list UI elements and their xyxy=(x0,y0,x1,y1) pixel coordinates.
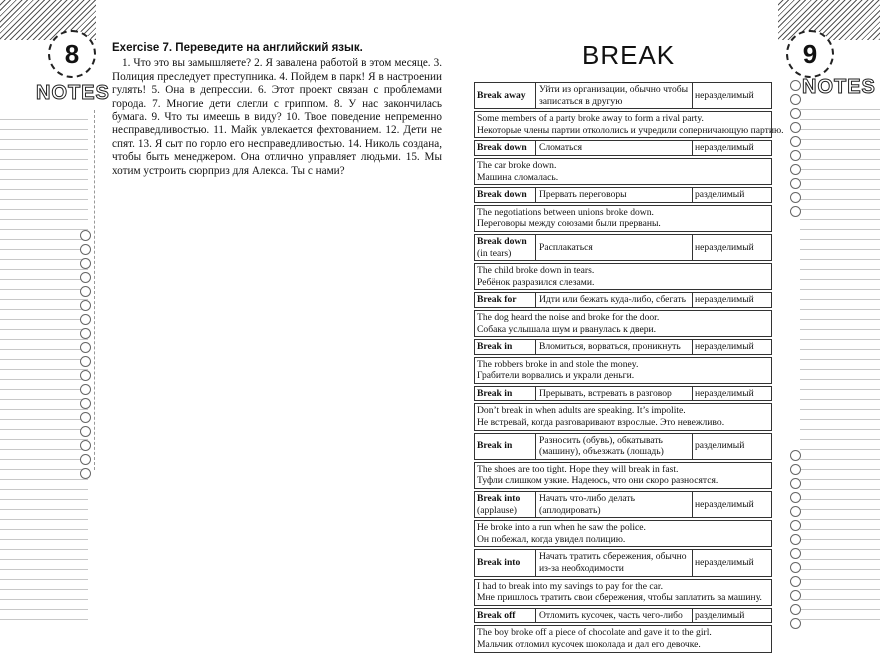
type-cell: неразделимый xyxy=(695,498,754,510)
example-english: The car broke down. xyxy=(477,159,557,171)
binder-ring-icon xyxy=(80,454,91,465)
binder-ring-icon xyxy=(80,258,91,269)
binder-ring-icon xyxy=(790,520,801,531)
meaning-cell: Идти или бежать куда-либо, сбегать xyxy=(536,293,693,307)
binder-ring-icon xyxy=(790,178,801,189)
binder-ring-icon xyxy=(790,450,801,461)
binder-ring-icon xyxy=(790,80,801,91)
exercise-body: 1. Что это вы замышляете? 2. Я завалена работой в этом месяце. 3. Полиция преследует преступника. 4. Пойдем в парк! Я в настроении гулять! 5. Она в депрессии. 6. Этот проект связан с проблемами города. 7. Многие дети слегли с гриппом. 8. У нас закончилась бумага. 9. Что ты имеешь в виду? 10. Твое поведение непременно несправедливостью. 11. Майк увлекается фехтованием. 12. Дети не спят. 13. Я сыт по горло его несправедливостью. 14. Николь создана, чтобы быть менеджером. Она отлично управляет людьми. 15. Мы хотим устроить сюрприз для Алекса. Ты с нами? xyxy=(112,57,442,177)
verb-row xyxy=(474,433,772,460)
example-russian: Он побежал, когда увидел полицию. xyxy=(477,533,626,545)
example-row xyxy=(474,263,772,290)
notes-label-right: NOTES xyxy=(802,76,876,98)
example-english: He broke into a run when he saw the police. xyxy=(477,522,646,534)
binder-ring-icon xyxy=(80,286,91,297)
binder-ring-icon xyxy=(80,468,91,479)
meaning-cell: Начать что-либо делать (аплодировать) xyxy=(536,492,693,517)
type-cell: неразделимый xyxy=(695,142,754,154)
binder-ring-icon xyxy=(790,94,801,105)
example-english: The child broke down in tears. xyxy=(477,265,595,277)
example-russian: Переговоры между союзами были прерваны. xyxy=(477,218,661,230)
notes-label-left: NOTES xyxy=(36,82,110,104)
example-russian: Машина сломалась. xyxy=(477,171,559,183)
binder-ring-icon xyxy=(80,272,91,283)
binder-ring-icon xyxy=(80,314,91,325)
page-title: BREAK xyxy=(582,40,676,70)
verb-row xyxy=(474,234,772,261)
meaning-cell: Сломаться xyxy=(536,141,693,155)
type-cell: неразделимый xyxy=(695,341,754,353)
notes-lines-right xyxy=(800,100,880,629)
meaning-cell: Начать тратить сбережения, обычно из-за необходимости xyxy=(536,550,693,575)
binder-ring-icon xyxy=(80,426,91,437)
example-row xyxy=(474,520,772,547)
binder-ring-icon xyxy=(80,384,91,395)
binder-ring-icon xyxy=(790,548,801,559)
binder-ring-icon xyxy=(80,230,91,241)
meaning-cell: Отломить кусочек, часть чего-либо xyxy=(536,609,693,623)
binder-ring-icon xyxy=(790,108,801,119)
binder-ring-icon xyxy=(790,590,801,601)
example-russian: Мальчик отломил кусочек шоколада и дал его девочке. xyxy=(477,638,701,650)
page-edge-dashes xyxy=(94,110,97,470)
example-row xyxy=(474,158,772,185)
top-hatching-right xyxy=(778,0,880,40)
verb-cell xyxy=(475,609,536,623)
type-cell: неразделимый xyxy=(695,241,754,253)
example-russian: Не встревай, когда разговаривают взрослые. Это невежливо. xyxy=(477,417,725,429)
binder-ring-icon xyxy=(790,192,801,203)
meaning-cell: Уйти из организации, обычно чтобы записаться в другую xyxy=(536,83,693,108)
verb-row xyxy=(474,386,772,402)
example-english: The dog heard the noise and broke for the door. xyxy=(477,311,660,323)
meaning-cell: Вломиться, ворваться, проникнуть xyxy=(536,340,693,354)
verb-row xyxy=(474,549,772,576)
page-number-left: 8 xyxy=(48,30,96,78)
example-russian: Грабители ворвались и украли деньги. xyxy=(477,370,635,382)
page-number-right: 9 xyxy=(786,30,834,78)
meaning-cell: Прерывать, встревать в разговор xyxy=(536,387,693,401)
binder-ring-icon xyxy=(80,342,91,353)
exercise-block xyxy=(112,42,442,178)
verb-label: Break into xyxy=(477,493,521,505)
phrasal-verb-table xyxy=(474,82,784,655)
verb-cell xyxy=(475,141,536,155)
binder-ring-icon xyxy=(790,122,801,133)
binder-ring-icon xyxy=(790,164,801,175)
example-russian: Мне пришлось тратить свои сбережения, чтобы заплатить за машину. xyxy=(477,592,762,604)
verb-sub-label: (in tears) xyxy=(477,247,512,259)
type-cell: разделимый xyxy=(695,440,745,452)
verb-row xyxy=(474,608,772,624)
binder-ring-icon xyxy=(790,506,801,517)
example-row xyxy=(474,625,772,652)
example-row xyxy=(474,579,772,606)
example-row xyxy=(474,205,772,232)
verb-cell xyxy=(475,188,536,202)
example-english: The negotiations between unions broke down. xyxy=(477,206,654,218)
example-row xyxy=(474,357,772,384)
example-row xyxy=(474,403,772,430)
verb-cell xyxy=(475,492,536,517)
binder-ring-icon xyxy=(790,478,801,489)
type-cell: неразделимый xyxy=(695,387,754,399)
notes-lines-left xyxy=(0,110,88,629)
type-cell: неразделимый xyxy=(695,557,754,569)
binder-ring-icon xyxy=(80,300,91,311)
verb-label: Break in xyxy=(477,440,513,452)
verb-row xyxy=(474,82,772,109)
example-english: The shoes are too tight. Hope they will break in fast. xyxy=(477,463,679,475)
exercise-title: Exercise 7. Переведите на английский язык. xyxy=(112,42,363,54)
type-cell: неразделимый xyxy=(695,294,754,306)
example-row xyxy=(474,310,772,337)
example-russian: Некоторые члены партии откололись и учредили соперничающую партию. xyxy=(477,124,784,136)
meaning-cell: Разносить (обувь), обкатывать (машину), объезжать (лошадь) xyxy=(536,434,693,459)
verb-label: Break off xyxy=(477,609,516,621)
binder-ring-icon xyxy=(790,464,801,475)
binder-rings-right-top xyxy=(790,80,801,217)
binder-ring-icon xyxy=(790,136,801,147)
verb-cell xyxy=(475,550,536,575)
binder-ring-icon xyxy=(790,492,801,503)
example-russian: Собака услышала шум и рванулась к двери. xyxy=(477,323,657,335)
example-english: Don’t break in when adults are speaking. It’s impolite. xyxy=(477,405,686,417)
verb-row xyxy=(474,187,772,203)
verb-cell xyxy=(475,340,536,354)
meaning-cell: Расплакаться xyxy=(536,235,693,260)
type-cell: разделимый xyxy=(695,609,745,621)
example-english: The boy broke off a piece of chocolate and gave it to the girl. xyxy=(477,627,712,639)
type-cell: разделимый xyxy=(695,189,745,201)
binder-ring-icon xyxy=(80,398,91,409)
verb-cell xyxy=(475,387,536,401)
binder-ring-icon xyxy=(790,618,801,629)
verb-cell xyxy=(475,434,536,459)
example-row xyxy=(474,462,772,489)
binder-ring-icon xyxy=(790,562,801,573)
verb-label: Break in xyxy=(477,341,513,353)
binder-ring-icon xyxy=(790,206,801,217)
verb-row xyxy=(474,292,772,308)
example-english: I had to break into my savings to pay for the car. xyxy=(477,580,663,592)
binder-rings-left xyxy=(80,230,91,479)
verb-cell xyxy=(475,293,536,307)
verb-row xyxy=(474,140,772,156)
binder-ring-icon xyxy=(790,604,801,615)
binder-ring-icon xyxy=(80,244,91,255)
example-russian: Ребёнок разразился слезами. xyxy=(477,276,595,288)
verb-label: Break down xyxy=(477,142,527,154)
verb-cell xyxy=(475,83,536,108)
example-row xyxy=(474,111,784,138)
binder-ring-icon xyxy=(80,356,91,367)
verb-label: Break down xyxy=(477,235,527,247)
binder-ring-icon xyxy=(790,150,801,161)
verb-label: Break away xyxy=(477,89,526,101)
binder-ring-icon xyxy=(790,534,801,545)
example-english: Some members of a party broke away to form a rival party. xyxy=(477,113,704,125)
verb-label: Break in xyxy=(477,387,513,399)
binder-ring-icon xyxy=(80,412,91,423)
binder-ring-icon xyxy=(790,576,801,587)
verb-label: Break into xyxy=(477,557,521,569)
verb-row xyxy=(474,491,772,518)
example-english: The robbers broke in and stole the money. xyxy=(477,358,639,370)
verb-cell xyxy=(475,235,536,260)
verb-label: Break down xyxy=(477,189,527,201)
binder-ring-icon xyxy=(80,328,91,339)
type-cell: неразделимый xyxy=(695,89,754,101)
example-russian: Туфли слишком узкие. Надеюсь, что они скоро разносятся. xyxy=(477,475,719,487)
verb-label: Break for xyxy=(477,294,517,306)
binder-ring-icon xyxy=(80,370,91,381)
binder-ring-icon xyxy=(80,440,91,451)
meaning-cell: Прервать переговоры xyxy=(536,188,693,202)
binder-rings-right-bottom xyxy=(790,450,801,629)
verb-sub-label: (applause) xyxy=(477,504,517,516)
verb-row xyxy=(474,339,772,355)
